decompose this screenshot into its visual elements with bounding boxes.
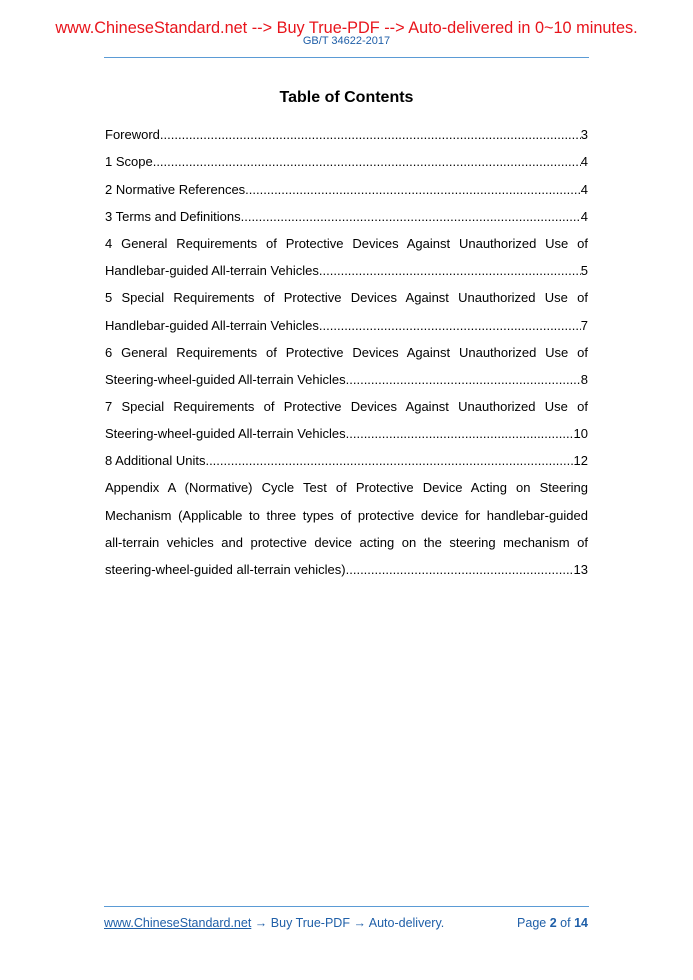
footer-auto-text: Auto-delivery. [368, 916, 445, 930]
toc-leader-dots [346, 424, 574, 444]
toc-leader-dots [205, 451, 573, 471]
toc-leader-dots [160, 125, 581, 145]
table-of-contents [105, 118, 588, 580]
promo-banner[interactable]: www.ChineseStandard.net --> Buy True-PDF --> Auto-delivered in 0~10 minutes. [55, 19, 638, 37]
toc-entry-text: Foreword [105, 127, 160, 143]
toc-entry-additional-units[interactable] [105, 444, 588, 471]
toc-entry-page: 4 [580, 181, 588, 197]
toc-entry-section-5-line1[interactable]: 5 Special Requirements of Protective Devices Against Unauthorized Use of [105, 290, 588, 306]
toc-entry-text: Handlebar-guided All-terrain Vehicles [105, 317, 319, 333]
toc-entry-text: 2 Normative References [105, 181, 246, 197]
toc-entry-scope[interactable] [105, 145, 588, 172]
toc-entry-page: 4 [580, 154, 588, 170]
toc-entry-text: Handlebar-guided All-terrain Vehicles [105, 263, 319, 279]
footer-site-link[interactable]: www.ChineseStandard.net [104, 916, 252, 930]
toc-entry-section-6-line1[interactable]: 6 General Requirements of Protective Devices Against Unauthorized Use of [105, 344, 588, 360]
toc-entry-page: 13 [573, 562, 588, 578]
toc-entry-section-7[interactable] [105, 417, 588, 444]
toc-leader-dots [153, 152, 581, 172]
page-label: Page [517, 916, 547, 930]
toc-leader-dots [346, 370, 581, 390]
toc-entry-page: 5 [580, 263, 588, 279]
toc-entry-section-4[interactable] [105, 254, 588, 281]
toc-entry-appendix-a-line2[interactable]: Mechanism (Applicable to three types of protective device for handlebar-guided [105, 507, 588, 523]
toc-entry-text: 8 Additional Units [105, 453, 206, 469]
footer-buy-text: Buy True-PDF [270, 916, 350, 930]
toc-leader-dots [319, 316, 581, 336]
toc-entry-text: Steering-wheel-guided All-terrain Vehicles [105, 426, 346, 442]
arrow-right-icon: → [353, 916, 366, 930]
toc-entry-section-6[interactable] [105, 363, 588, 390]
footer-links [104, 915, 444, 931]
toc-entry-terms-definitions[interactable] [105, 200, 588, 227]
toc-leader-dots [346, 560, 574, 580]
toc-entry-text: 3 Terms and Definitions [105, 208, 241, 224]
toc-entry-text: steering-wheel-guided all-terrain vehicles) [105, 562, 346, 578]
toc-entry-text: 1 Scope [105, 154, 153, 170]
toc-entry-section-5[interactable] [105, 308, 588, 335]
header-divider [104, 57, 589, 58]
toc-leader-dots [241, 207, 581, 227]
toc-entry-text: Steering-wheel-guided All-terrain Vehicles [105, 371, 346, 387]
page-indicator [517, 915, 588, 931]
toc-entry-section-7-line1[interactable]: 7 Special Requirements of Protective Devices Against Unauthorized Use of [105, 398, 588, 414]
current-page-number: 2 [549, 916, 557, 930]
toc-entry-page: 3 [580, 127, 588, 143]
document-id: GB/T 34622-2017 [302, 35, 391, 47]
toc-entry-appendix-a-line1[interactable]: Appendix A (Normative) Cycle Test of Protective Device Acting on Steering [105, 480, 588, 496]
toc-entry-page: 4 [580, 208, 588, 224]
of-label: of [560, 916, 571, 930]
toc-entry-section-4-line1[interactable]: 4 General Requirements of Protective Devices Against Unauthorized Use of [105, 235, 588, 251]
toc-entry-page: 12 [573, 453, 588, 469]
arrow-right-icon: → [254, 916, 268, 930]
toc-entry-appendix-a[interactable] [105, 553, 588, 580]
toc-leader-dots [319, 261, 581, 281]
toc-title: Table of Contents [279, 89, 414, 106]
footer-divider [104, 906, 589, 907]
toc-entry-page: 8 [580, 371, 588, 387]
total-pages-number: 14 [574, 916, 588, 930]
toc-entry-page: 10 [573, 426, 588, 442]
toc-entry-appendix-a-line3[interactable]: all-terrain vehicles and protective device acting on the steering mechanism of [105, 534, 588, 550]
toc-entry-page: 7 [580, 317, 588, 333]
toc-entry-normative-references[interactable] [105, 172, 588, 199]
toc-leader-dots [245, 180, 581, 200]
toc-entry-foreword[interactable] [105, 118, 588, 145]
